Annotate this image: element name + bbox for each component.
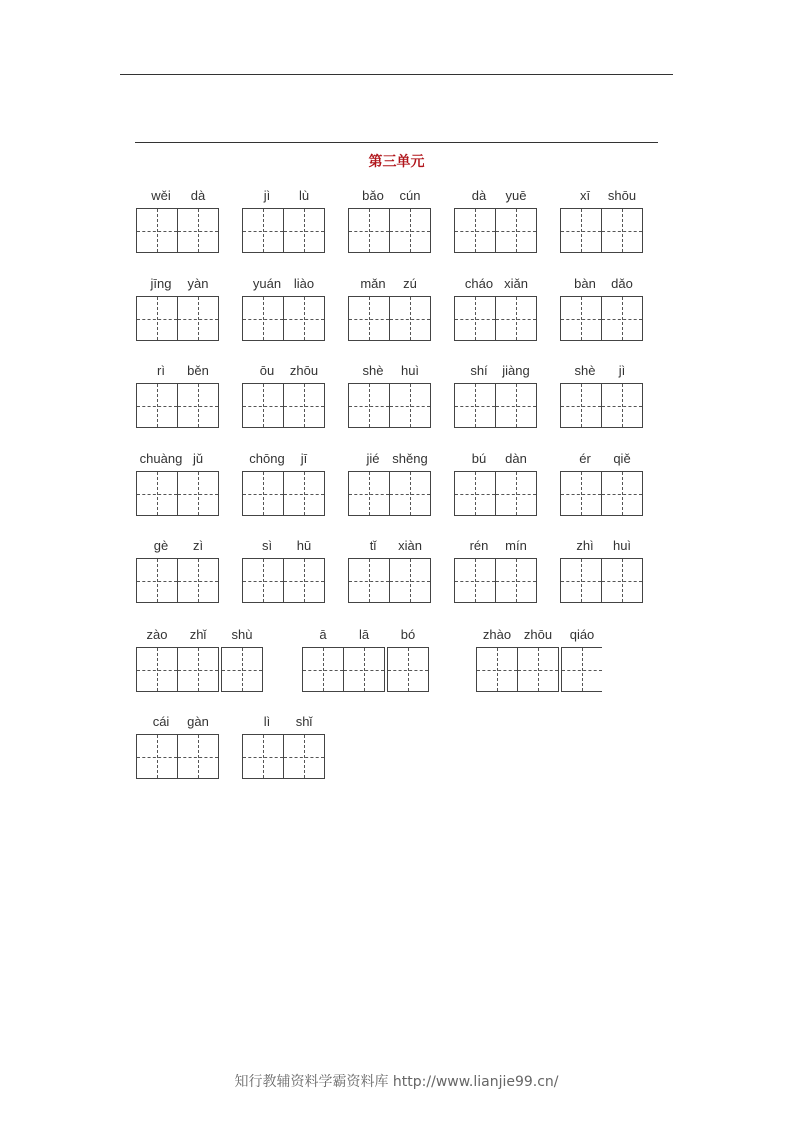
- section-rule: [135, 142, 658, 143]
- tianzige-cell[interactable]: [560, 296, 602, 341]
- pinyin-syllable: xī: [579, 188, 591, 203]
- pinyin-syllable: wěi: [151, 188, 171, 203]
- tianzige-cell[interactable]: [560, 558, 602, 603]
- tianzige-cell[interactable]: [283, 558, 325, 603]
- tianzige-cell[interactable]: [136, 647, 178, 692]
- unit-title: 第三单元: [368, 154, 425, 170]
- tianzige-cell[interactable]: [242, 383, 284, 428]
- tianzige-cell[interactable]: [348, 471, 390, 516]
- tianzige-cell[interactable]: [348, 296, 390, 341]
- tianzige-cell[interactable]: [136, 471, 178, 516]
- tianzige-cell[interactable]: [601, 296, 643, 341]
- pinyin-syllable: dǎo: [611, 276, 633, 291]
- pinyin-syllable: jì: [263, 188, 271, 203]
- pinyin-syllable: lā: [358, 627, 370, 642]
- tianzige-cell[interactable]: [136, 558, 178, 603]
- pinyin-syllable: zhào: [482, 627, 512, 642]
- pinyin-syllable: shǐ: [295, 714, 313, 729]
- pinyin-syllable: huì: [400, 363, 420, 378]
- pinyin-syllable: zhì: [576, 538, 594, 553]
- tianzige-cell[interactable]: [177, 558, 219, 603]
- tianzige-cell[interactable]: [560, 471, 602, 516]
- pinyin-syllable: gàn: [187, 714, 209, 729]
- tianzige-cell[interactable]: [242, 734, 284, 779]
- pinyin-syllable: zhǐ: [189, 627, 207, 642]
- tianzige-cell[interactable]: [561, 647, 602, 692]
- pinyin-syllable: cái: [152, 714, 170, 729]
- tianzige-cell[interactable]: [495, 383, 537, 428]
- tianzige-cell[interactable]: [601, 471, 643, 516]
- pinyin-syllable: bó: [400, 627, 416, 642]
- tianzige-cell[interactable]: [560, 208, 602, 253]
- pinyin-syllable: lù: [298, 188, 310, 203]
- tianzige-cell[interactable]: [283, 208, 325, 253]
- tianzige-cell[interactable]: [389, 208, 431, 253]
- pinyin-syllable: bǎo: [362, 188, 384, 203]
- pinyin-syllable: tǐ: [369, 538, 377, 553]
- tianzige-cell[interactable]: [454, 471, 496, 516]
- pinyin-syllable: mín: [505, 538, 527, 553]
- pinyin-syllable: jǔ: [192, 451, 204, 466]
- pinyin-syllable: ōu: [259, 363, 275, 378]
- pinyin-syllable: hū: [296, 538, 312, 553]
- tianzige-cell[interactable]: [136, 296, 178, 341]
- pinyin-syllable: yuē: [505, 188, 527, 203]
- pinyin-syllable: zào: [146, 627, 168, 642]
- tianzige-cell[interactable]: [389, 296, 431, 341]
- pinyin-syllable: jì: [618, 363, 626, 378]
- pinyin-syllable: lì: [263, 714, 271, 729]
- tianzige-cell[interactable]: [242, 208, 284, 253]
- tianzige-cell[interactable]: [454, 208, 496, 253]
- pinyin-syllable: zhōu: [523, 627, 553, 642]
- tianzige-cell[interactable]: [136, 734, 178, 779]
- tianzige-cell[interactable]: [302, 647, 344, 692]
- tianzige-cell[interactable]: [136, 208, 178, 253]
- pinyin-syllable: mǎn: [360, 276, 386, 291]
- pinyin-syllable: chōng: [249, 451, 285, 466]
- pinyin-syllable: zì: [192, 538, 204, 553]
- pinyin-syllable: ér: [579, 451, 591, 466]
- tianzige-cell[interactable]: [177, 208, 219, 253]
- tianzige-cell[interactable]: [389, 383, 431, 428]
- pinyin-syllable: jiàng: [502, 363, 530, 378]
- tianzige-cell[interactable]: [560, 383, 602, 428]
- tianzige-cell[interactable]: [348, 383, 390, 428]
- pinyin-syllable: qiě: [613, 451, 631, 466]
- tianzige-cell[interactable]: [601, 558, 643, 603]
- pinyin-syllable: jī: [300, 451, 308, 466]
- pinyin-syllable: jīng: [150, 276, 172, 291]
- tianzige-cell[interactable]: [283, 383, 325, 428]
- tianzige-cell[interactable]: [343, 647, 385, 692]
- tianzige-cell[interactable]: [495, 558, 537, 603]
- tianzige-cell[interactable]: [177, 471, 219, 516]
- pinyin-syllable: shěng: [392, 451, 428, 466]
- tianzige-cell[interactable]: [283, 734, 325, 779]
- tianzige-cell[interactable]: [221, 647, 263, 692]
- pinyin-syllable: shè: [362, 363, 384, 378]
- pinyin-syllable: yàn: [187, 276, 209, 291]
- tianzige-cell[interactable]: [495, 296, 537, 341]
- pinyin-syllable: huì: [612, 538, 632, 553]
- pinyin-syllable: liào: [293, 276, 315, 291]
- pinyin-syllable: běn: [187, 363, 209, 378]
- tianzige-cell[interactable]: [177, 296, 219, 341]
- pinyin-syllable: dà: [190, 188, 206, 203]
- footer-watermark: 知行教辅资料学霸资料库 http://www.lianjie99.cn/: [234, 1074, 559, 1090]
- tianzige-cell[interactable]: [601, 383, 643, 428]
- pinyin-syllable: rén: [469, 538, 489, 553]
- pinyin-syllable: gè: [153, 538, 169, 553]
- pinyin-syllable: sì: [261, 538, 273, 553]
- pinyin-syllable: dà: [471, 188, 487, 203]
- pinyin-syllable: dàn: [505, 451, 527, 466]
- tianzige-cell[interactable]: [177, 383, 219, 428]
- pinyin-syllable: jié: [366, 451, 380, 466]
- pinyin-syllable: rì: [157, 363, 165, 378]
- pinyin-syllable: shè: [574, 363, 596, 378]
- tianzige-cell[interactable]: [348, 208, 390, 253]
- tianzige-cell[interactable]: [454, 383, 496, 428]
- pinyin-syllable: bú: [471, 451, 487, 466]
- tianzige-cell[interactable]: [517, 647, 559, 692]
- pinyin-syllable: xiàn: [398, 538, 422, 553]
- tianzige-cell[interactable]: [136, 383, 178, 428]
- pinyin-syllable: shù: [231, 627, 253, 642]
- tianzige-cell[interactable]: [495, 208, 537, 253]
- tianzige-cell[interactable]: [389, 558, 431, 603]
- pinyin-syllable: cún: [399, 188, 421, 203]
- tianzige-cell[interactable]: [348, 558, 390, 603]
- pinyin-syllable: qiáo: [569, 627, 595, 642]
- tianzige-cell[interactable]: [389, 471, 431, 516]
- tianzige-cell[interactable]: [242, 471, 284, 516]
- pinyin-syllable: cháo: [464, 276, 494, 291]
- tianzige-cell[interactable]: [476, 647, 518, 692]
- pinyin-syllable: xiǎn: [504, 276, 528, 291]
- pinyin-syllable: yuán: [252, 276, 282, 291]
- tianzige-cell[interactable]: [454, 558, 496, 603]
- pinyin-syllable: shōu: [607, 188, 637, 203]
- tianzige-cell[interactable]: [242, 558, 284, 603]
- pinyin-syllable: ā: [319, 627, 327, 642]
- pinyin-syllable: bàn: [574, 276, 596, 291]
- tianzige-cell[interactable]: [177, 647, 219, 692]
- tianzige-cell[interactable]: [454, 296, 496, 341]
- pinyin-syllable: shí: [470, 363, 488, 378]
- pinyin-syllable: zhōu: [289, 363, 319, 378]
- tianzige-cell[interactable]: [387, 647, 429, 692]
- tianzige-cell[interactable]: [601, 208, 643, 253]
- tianzige-cell[interactable]: [495, 471, 537, 516]
- tianzige-cell[interactable]: [283, 296, 325, 341]
- tianzige-cell[interactable]: [177, 734, 219, 779]
- top-rule: [120, 74, 673, 75]
- tianzige-cell[interactable]: [242, 296, 284, 341]
- tianzige-cell[interactable]: [283, 471, 325, 516]
- pinyin-syllable: chuàng: [139, 451, 183, 466]
- pinyin-syllable: zú: [403, 276, 417, 291]
